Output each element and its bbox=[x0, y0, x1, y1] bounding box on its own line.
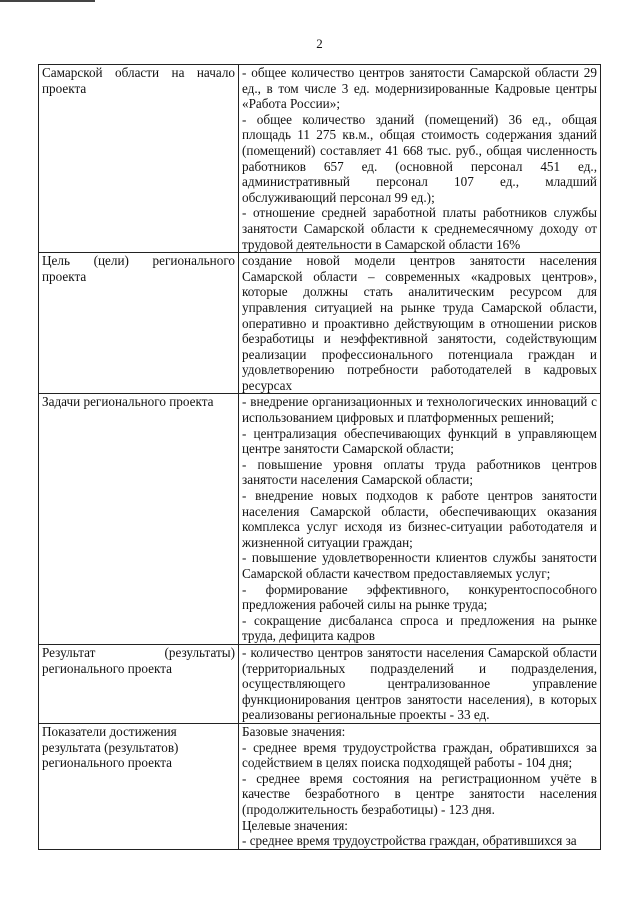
row-label: Самарской области на начало проекта bbox=[39, 65, 239, 253]
content-line: - общее количество центров занятости Самарской области 29 ед., в том числе 3 ед. модернизированные Кадровые центры «Работа России»; bbox=[242, 65, 597, 112]
content-line: - повышение уровня оплаты труда работников центров занятости населения Самарской области; bbox=[242, 456, 597, 488]
page-number: 2 bbox=[316, 36, 323, 51]
content-line: создание новой модели центров занятости населения Самарской области – современных «кадровых центров», которые должны стать аналитическим ресурсом для управления ситуацией на рынке труда Самарской области, оперативно и проактивно действующим в отношении рисков безработицы и неэффективной занятости, содействующим реализации профессионального потенциала граждан и удовлетворению потребности работодателей в кадровых ресурсах bbox=[242, 253, 597, 393]
content-line: Целевые значения: bbox=[242, 817, 348, 833]
label-line: результата (результатов) bbox=[42, 739, 179, 755]
row-content bbox=[239, 65, 601, 253]
table-row-current-state bbox=[39, 65, 601, 253]
content-line: - среднее время состояния на регистрационном учёте в качестве безработного в центре занятости населения (продолжительность безработицы) - 123 дня. bbox=[242, 770, 597, 817]
project-passport-table bbox=[38, 64, 601, 850]
content-line: - внедрение новых подходов к работе центров занятости населения Самарской области, обеспечивающих оказания комплекса услуг исходя из бизнес-ситуации работодателя и жизненной ситуации граждан; bbox=[242, 488, 597, 550]
table-row-tasks bbox=[39, 394, 601, 645]
row-content bbox=[239, 644, 601, 723]
row-content bbox=[239, 394, 601, 645]
content-line: - среднее время трудоустройства граждан, обратившихся за bbox=[242, 833, 577, 849]
content-line: - общее количество зданий (помещений) 36 ед., общая площадь 11 275 кв.м., общая стоимость содержания зданий (помещений) составляет 41 668 тыс. руб., общая численность работников 657 ед. (основной персонал 451 ед., административный персонал 107 ед., младший обслуживающий персонал 99 ед.); bbox=[242, 111, 597, 205]
content-line: - отношение средней заработной платы работников службы занятости Самарской области к среднемесячному доходу от трудовой деятельности в Самарской области 16% bbox=[242, 205, 597, 252]
row-label: Задачи регионального проекта bbox=[39, 394, 239, 645]
table-row-goal bbox=[39, 253, 601, 394]
content-line: - повышение удовлетворенности клиентов службы занятости Самарской области качеством предоставляемых услуг; bbox=[242, 550, 597, 581]
top-rule bbox=[0, 0, 95, 2]
content-line: - количество центров занятости населения Самарской области (территориальных подразделений и подразделения, осуществляющего централизованное управление функционирования центров занятости населения), в которых реализованы региональные проекты - 33 ед. bbox=[242, 644, 597, 723]
row-content bbox=[239, 723, 601, 849]
row-content bbox=[239, 253, 601, 394]
content-line: - централизация обеспечивающих функций в управляющем центре занятости Самарской области; bbox=[242, 425, 597, 457]
row-label: Цель (цели) регионального проекта bbox=[39, 253, 239, 394]
label-line: регионального проекта bbox=[42, 755, 173, 771]
content-line: Базовые значения: bbox=[242, 723, 346, 739]
content-line: - формирование эффективного, конкурентоспособного предложения рабочей силы на рынке труда; bbox=[242, 581, 597, 613]
table-row-results bbox=[39, 644, 601, 723]
content-line: - внедрение организационных и технологических инноваций с использованием цифровых и платформенных решений; bbox=[242, 394, 597, 426]
table-row-indicators bbox=[39, 723, 601, 849]
content-line: - сокращение дисбаланса спроса и предложения на рынке труда, дефицита кадров bbox=[242, 612, 597, 644]
row-label: Результат (результаты) регионального проекта bbox=[39, 644, 239, 723]
content-line: - среднее время трудоустройства граждан, обратившихся за содействием в целях поиска подходящей работы - 104 дня; bbox=[242, 739, 597, 771]
row-label bbox=[39, 723, 239, 849]
label-line: Показатели достижения bbox=[42, 723, 177, 739]
